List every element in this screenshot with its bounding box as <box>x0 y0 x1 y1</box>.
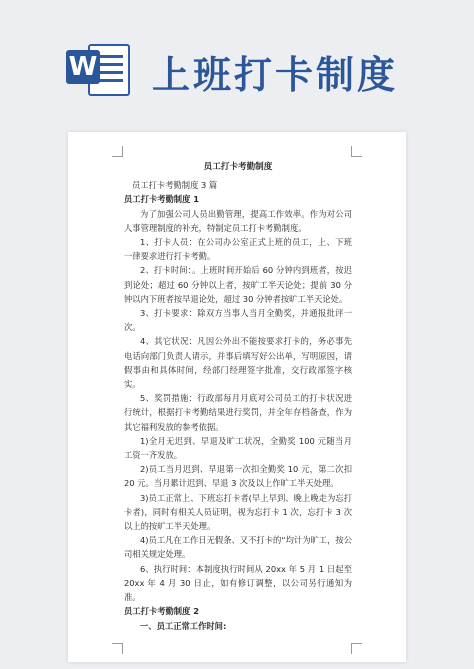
paragraph: 1)全月无迟到、早退及旷工状况，全勤奖 100 元随当月工资一齐发放。 <box>124 435 352 461</box>
banner-title: 上班打卡制度 <box>152 53 399 97</box>
paragraph: 为了加强公司人员出勤管理，提高工作效率。作为对公司人事管理制度的补充，特制定员工打卡考勤制度。 <box>124 208 352 233</box>
document-title: 员工打卡考勤制度 <box>203 162 273 172</box>
crop-mark <box>112 146 123 157</box>
paragraph: 4)员工凡在工作日无假条、又不打卡的“均计为旷工，按公司相关规定处理。 <box>124 535 352 560</box>
section-heading: 员工打卡考勤制度 1 <box>124 194 200 205</box>
crop-mark <box>351 643 362 654</box>
paragraph: 3)员工正常上、下班忘打卡者(早上早到、晚上晚走为忘打卡者)，同时有相关人员证明，视为忘打卡 1 次，忘打卡 3 次以上的按旷工半天处理。 <box>124 492 352 532</box>
word-badge-icon: W <box>66 50 100 84</box>
document-body <box>124 160 352 633</box>
paragraph: 2)员工当月迟到、早退第一次扣全勤奖 10 元，第二次扣 20 元。当月累计迟到、早退 3 次及以上作旷工半天处理。 <box>124 464 352 489</box>
section-heading: 员工打卡考勤制度 2 <box>124 606 200 617</box>
paragraph: 6、执行时间：本制度执行时间从 20xx 年 5 月 1 日起至 20xx 年 4 月 30 日止，如有修订调整，以公司另行通知为准。 <box>124 563 352 603</box>
document-page <box>68 132 406 662</box>
word-document-icon <box>66 40 130 96</box>
crop-mark <box>112 643 123 654</box>
crop-mark <box>351 146 362 157</box>
document-subtitle: 员工打卡考勤制度 3 篇 <box>132 180 218 191</box>
section-item: 一、员工正常工作时间: <box>140 620 227 631</box>
paragraph: 4、其它状况：凡因公外出不能按要求打卡的，务必事先电话向部门负责人请示，并事后填写好公出单，写明原因，请假事由和具体时间，经部门经理签字批准，交行政部签字核实。 <box>124 336 352 390</box>
paragraph: 3、打卡要求：除双方当事人当月全勤奖，并通报批评一次。 <box>124 308 352 333</box>
banner <box>0 0 474 118</box>
paragraph: 1、打卡人员：在公司办公室正式上班的员工，上、下班一律要求进行打卡考勤。 <box>124 237 352 262</box>
paragraph: 5、奖罚措施：行政部每月月底对公司员工的打卡状况进行统计，根据打卡考勤结果进行奖罚，并全年存档备查，作为其它福利发放的参考依据。 <box>124 393 352 432</box>
paragraph: 2、打卡时间：。上班时间开始后 60 分钟内到班者，按迟到论处；超过 60 分钟以上者，按旷工半天论处；提前 30 分钟以内下班者按早退论处，超过 30 分钟者按旷工半天论处。 <box>124 265 352 304</box>
